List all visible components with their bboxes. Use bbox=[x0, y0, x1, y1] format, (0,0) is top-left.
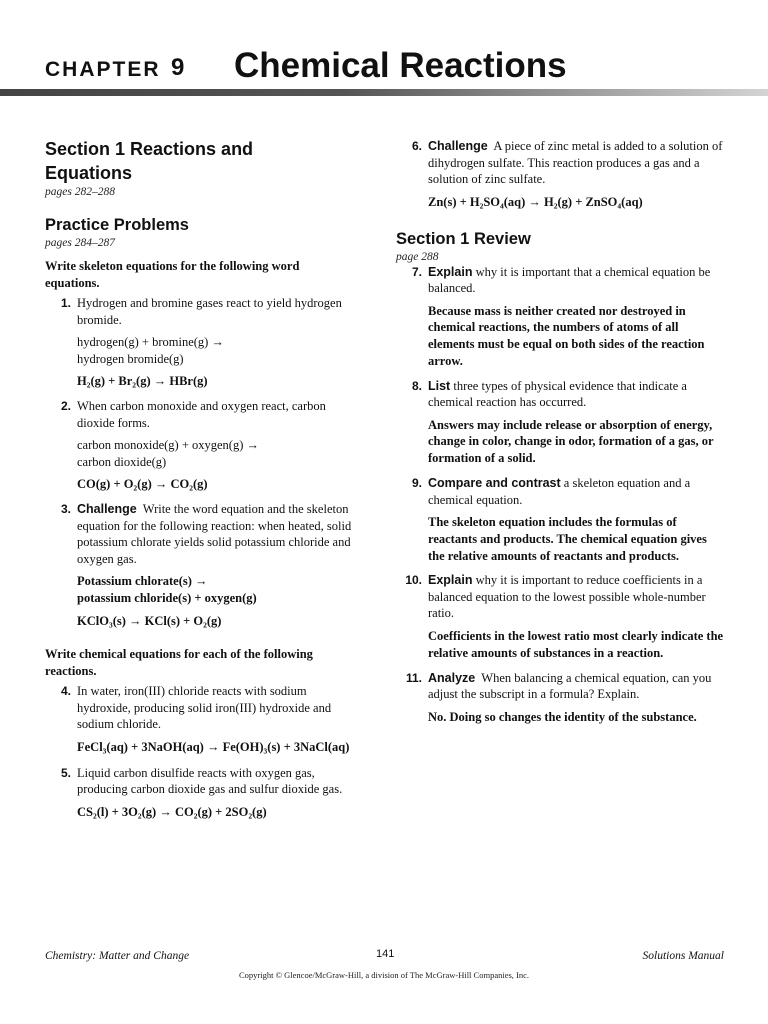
question-number: 9. bbox=[411, 476, 422, 491]
problem-text: Liquid carbon disulfide reacts with oxygen gas, producing carbon dioxide gas and sulfur dioxide gas. bbox=[77, 765, 343, 796]
word-equation-line: potassium chloride(s) + oxygen(g) bbox=[77, 591, 257, 605]
answer-text: Answers may include release or absorption of energy, change in color, change in odor, formation of a gas, or formation of a solid. bbox=[428, 417, 714, 466]
section-pages: pages 282–288 bbox=[45, 186, 115, 198]
problem-2 bbox=[45, 398, 353, 493]
answer-equation: H₂(g) + Br₂(g) → HBr(g) bbox=[77, 374, 208, 388]
problem-number: 6. bbox=[411, 139, 422, 153]
question-9 bbox=[396, 475, 726, 564]
question-8 bbox=[396, 378, 726, 467]
problem-text: When carbon monoxide and oxygen react, carbon dioxide forms. bbox=[77, 399, 326, 430]
word-equation-line: hydrogen bromide(g) bbox=[77, 351, 184, 366]
question-text: List three types of physical evidence that indicate a chemical reaction has occurred. bbox=[428, 378, 687, 410]
answer-text: Because mass is neither created nor destroyed in chemical reactions, the numbers of atoms of all elements must be equal on both sides of the reaction arrow. bbox=[428, 303, 705, 368]
copyright-line: Copyright © Glencoe/McGraw-Hill, a division of The McGraw-Hill Companies, Inc. bbox=[238, 970, 530, 980]
answer-equation: Zn(s) + H₂SO₄(aq) → H₂(g) + ZnSO₄(aq) bbox=[428, 194, 643, 209]
problem-text: In water, iron(III) chloride reacts with sodium hydroxide, producing solid iron(III) hydroxide and sodium chloride. bbox=[77, 684, 332, 731]
word-equation-line: carbon monoxide(g) + oxygen(g) → bbox=[77, 438, 260, 452]
answer-equation: CS₂(l) + 3O₂(g) → CO₂(g) + 2SO₂(g) bbox=[77, 804, 267, 819]
problem-3 bbox=[45, 501, 353, 630]
instruction-skeleton: Write skeleton equations for the following word equations. bbox=[45, 259, 300, 290]
answer-equation: CO(g) + O₂(g) → CO₂(g) bbox=[77, 477, 208, 491]
question-keyword: Compare and contrast bbox=[428, 476, 561, 491]
answer-text: The skeleton equation includes the formulas of reactants and products. The chemical equation gives the relative amounts of reactants and products. bbox=[428, 515, 707, 563]
challenge-keyword: Challenge bbox=[428, 139, 488, 153]
problem-6 bbox=[396, 138, 726, 211]
question-text: Explain why it is important that a chemical equation be balanced. bbox=[428, 264, 711, 295]
question-text: Explain why it is important to reduce coefficients in a balanced equation to the lowest possible whole-number ratio. bbox=[428, 573, 706, 621]
word-equation-line: hydrogen(g) + bromine(g) → bbox=[77, 335, 224, 349]
question-number: 7. bbox=[411, 264, 422, 279]
answer-equation: KClO₃(s) → KCl(s) + O₂(g) bbox=[77, 614, 222, 628]
chapter-title: Chemical Reactions bbox=[234, 46, 567, 85]
question-text: Analyze When balancing a chemical equation, can you adjust the subscript in a formula? Explain. bbox=[428, 670, 712, 702]
instruction-chemical: Write chemical equations for each of the following reactions. bbox=[45, 647, 313, 678]
review-pages: page 288 bbox=[396, 250, 439, 263]
problem-number: 2. bbox=[60, 399, 71, 413]
section-title-line-1: Section 1 Reactions and bbox=[45, 139, 254, 159]
question-10 bbox=[396, 572, 726, 661]
question-text: Compare and contrast a skeleton equation and a chemical equation. bbox=[428, 476, 691, 507]
section-title-line-2: Equations bbox=[45, 163, 133, 183]
footer-book-title: Chemistry: Matter and Change bbox=[45, 950, 190, 962]
left-column bbox=[45, 137, 353, 821]
question-number: 11. bbox=[405, 670, 422, 685]
answer-text: Coefficients in the lowest ratio most clearly indicate the relative amounts of substances in a reaction. bbox=[428, 628, 724, 660]
problem-number: 5. bbox=[60, 765, 71, 780]
question-number: 8. bbox=[411, 378, 422, 393]
word-equation-line: Potassium chlorate(s) → bbox=[77, 574, 208, 588]
problem-1 bbox=[45, 295, 353, 390]
problem-number: 3. bbox=[60, 502, 71, 516]
problem-text: Challenge A piece of zinc metal is added to a solution of dihydrogen sulfate. This reaction produces a gas and a solution of zinc sulfate. bbox=[428, 139, 723, 186]
header-rule bbox=[0, 89, 768, 96]
question-keyword: Explain bbox=[428, 264, 473, 279]
answer-equation: FeCl₃(aq) + 3NaOH(aq) → Fe(OH)₃(s) + 3NaCl(aq) bbox=[77, 739, 350, 754]
question-7 bbox=[396, 264, 726, 370]
question-11 bbox=[396, 670, 726, 726]
problem-number: 1. bbox=[60, 296, 71, 310]
answer-text: No. Doing so changes the identity of the substance. bbox=[428, 709, 697, 724]
word-equation-line: carbon dioxide(g) bbox=[77, 454, 167, 469]
question-keyword: Explain bbox=[428, 573, 473, 588]
footer-manual-title: Solutions Manual bbox=[642, 950, 724, 962]
chapter-number: 9 bbox=[171, 54, 185, 81]
problem-5 bbox=[45, 765, 353, 821]
problem-text: Challenge Write the word equation and the skeleton equation for the following reaction: when heated, solid potassium chlorate yields solid potassium chloride and oxygen gas. bbox=[77, 502, 352, 566]
practice-problems-heading: Practice Problems bbox=[45, 216, 189, 234]
problem-text: Hydrogen and bromine gases react to yield hydrogen bromide. bbox=[77, 296, 342, 327]
chapter-label: CHAPTER bbox=[45, 58, 161, 81]
question-keyword: Analyze bbox=[428, 670, 476, 685]
right-column bbox=[396, 138, 726, 725]
review-heading: Section 1 Review bbox=[396, 229, 531, 248]
practice-pages: pages 284–287 bbox=[45, 237, 115, 249]
footer-page-number: 141 bbox=[376, 948, 395, 960]
problem-number: 4. bbox=[60, 684, 71, 698]
question-number: 10. bbox=[405, 573, 422, 588]
challenge-keyword: Challenge bbox=[77, 502, 137, 516]
problem-4 bbox=[45, 683, 353, 756]
question-keyword: List bbox=[428, 378, 451, 393]
